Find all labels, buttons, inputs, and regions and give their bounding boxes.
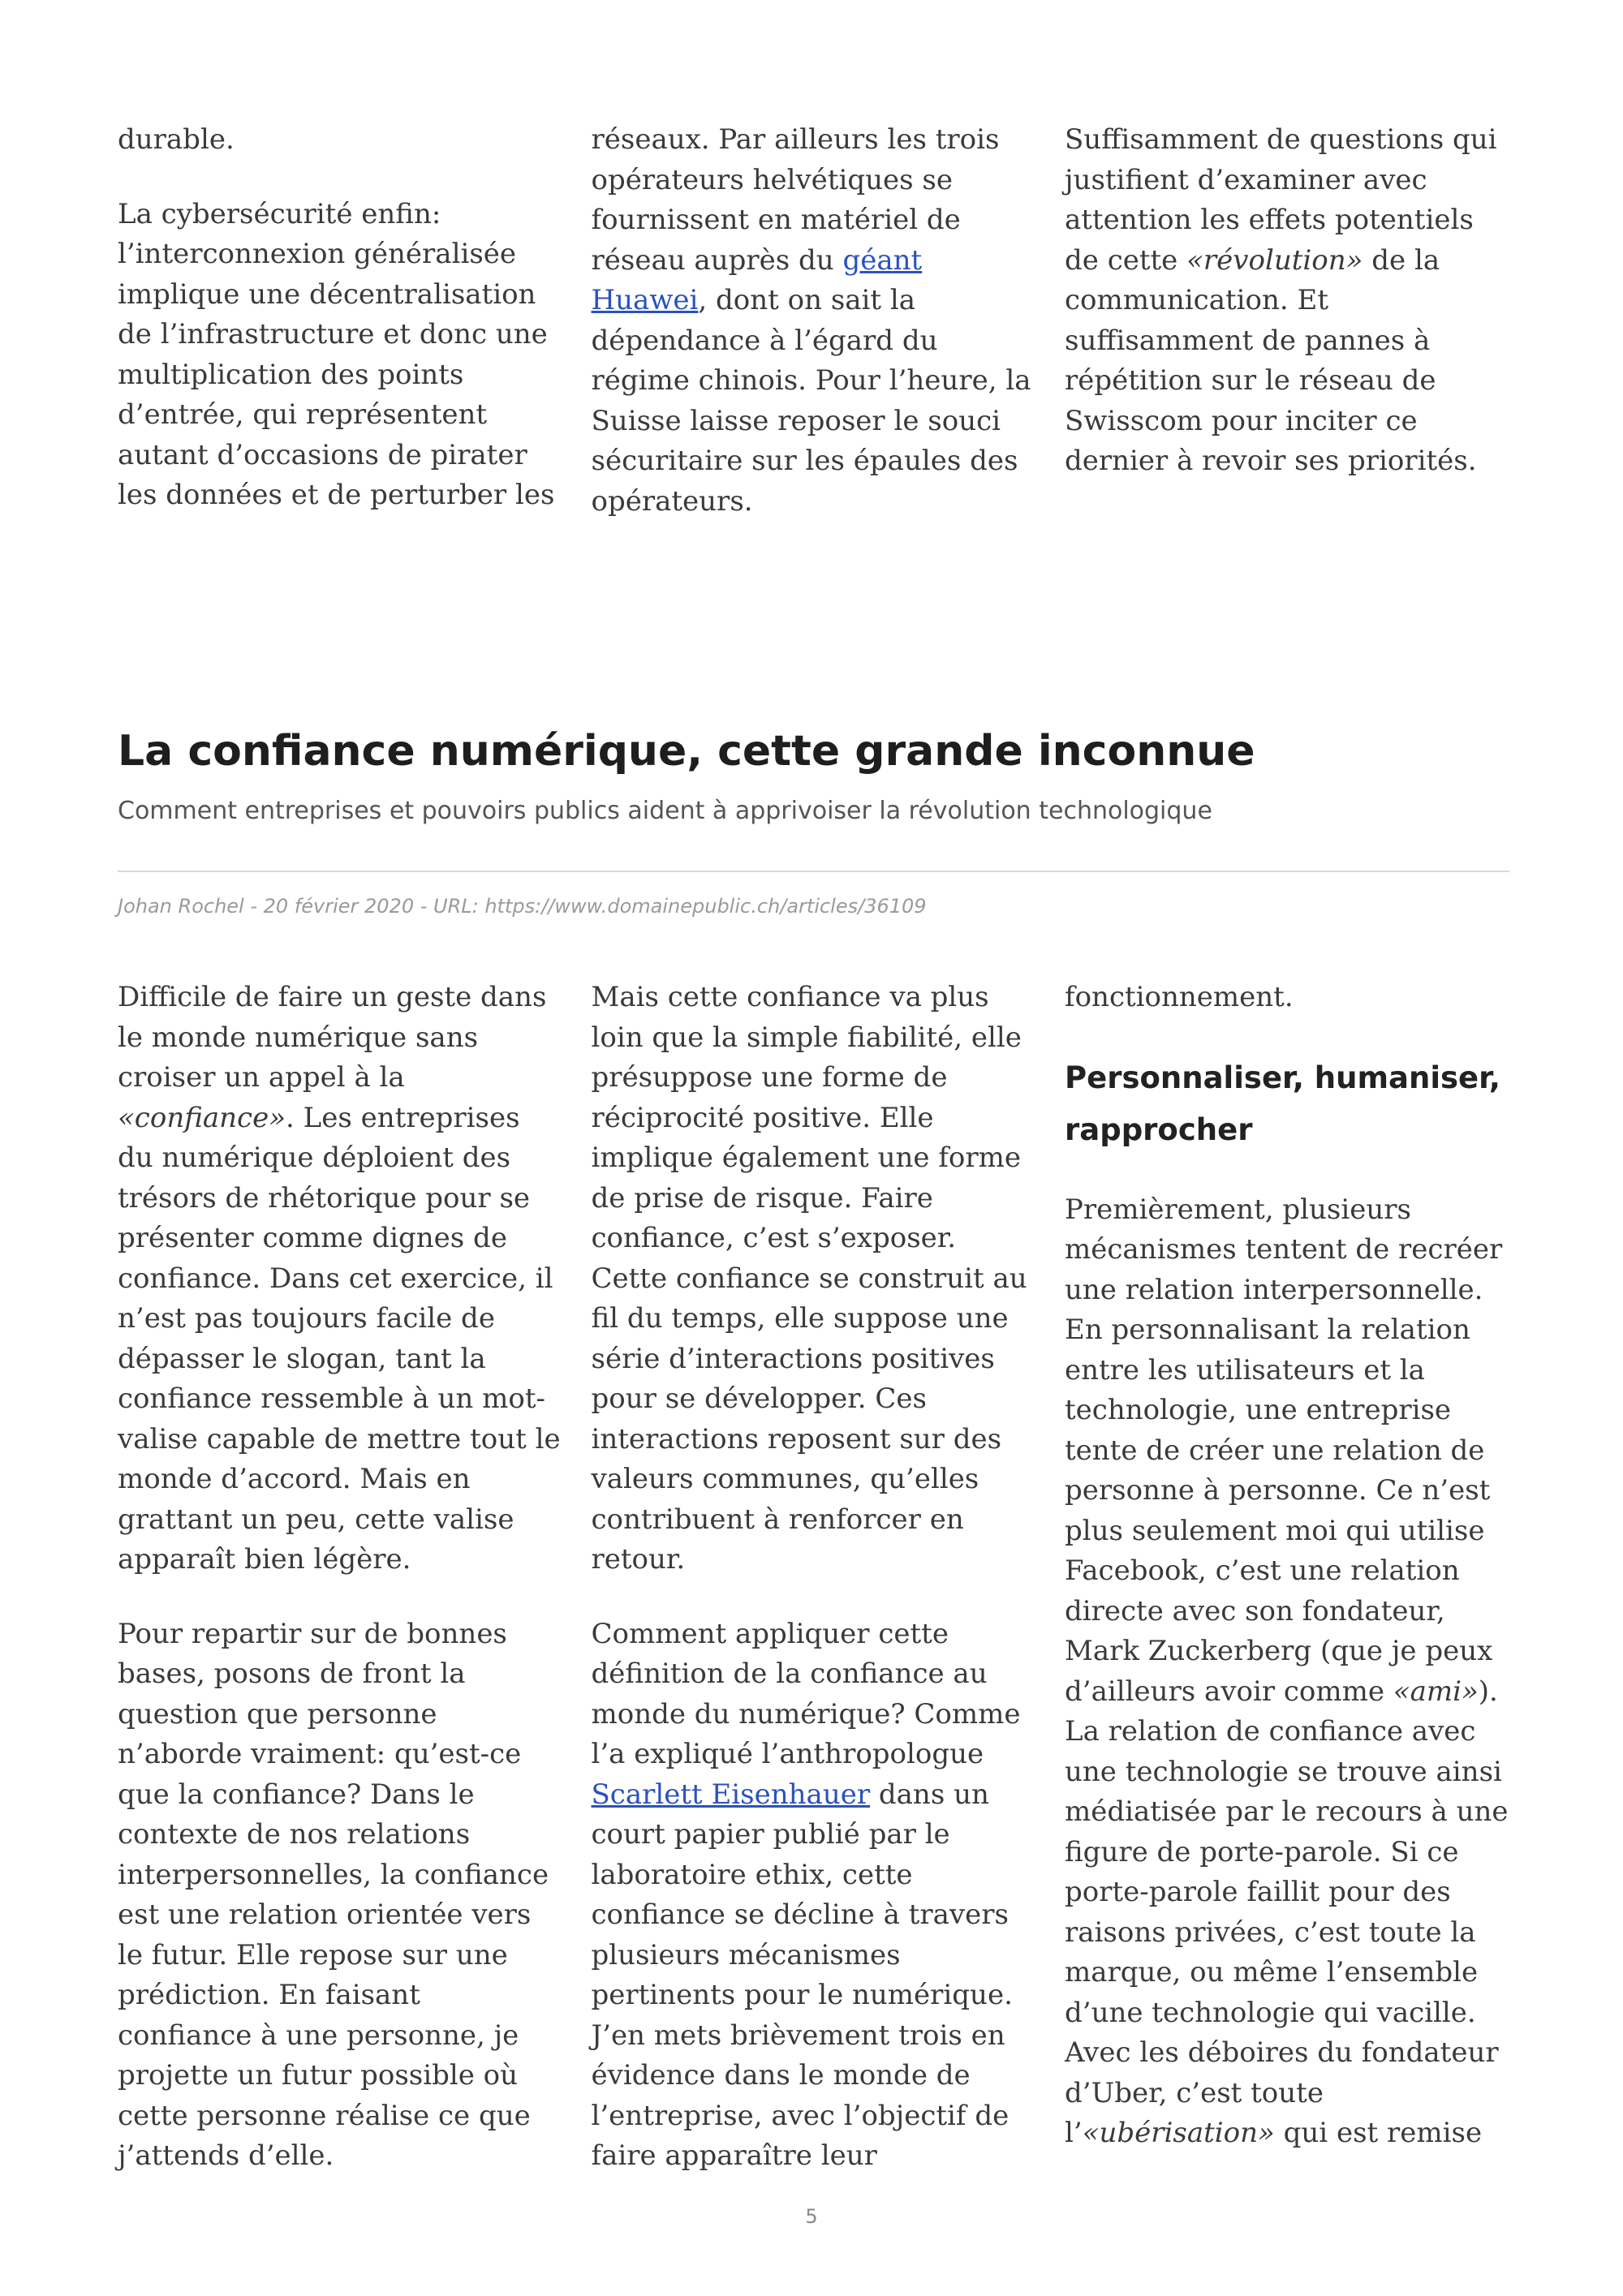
- previous-article-columns: [118, 120, 1509, 556]
- text-run: dans un court papier publié par le laboratoire ethix, cette confiance se décline à travers plusieurs mécanismes pertinents pour le numérique. J’en mets brièvement trois en évidence dans le monde de l’entreprise, avec l’objectif de faire apparaître leur: [591, 1778, 1013, 2172]
- paragraph: [592, 1615, 1036, 2177]
- paragraph: [592, 120, 1036, 522]
- text-run: qui est remise: [1274, 2117, 1483, 2149]
- column-1: [118, 978, 562, 2211]
- article-byline: Johan Rochel - 20 février 2020 - URL: https://www.domainepublic.ch/articles/36109: [118, 895, 927, 918]
- text-run: , dont on sait la dépendance à l’égard du régime chinois. Pour l’heure, la Suisse laisse reposer le souci sécuritaire sur les épaules des opérateurs.: [591, 284, 1031, 518]
- text-run: Difficile de faire un geste dans le monde numérique sans croiser un appel à la: [118, 981, 547, 1094]
- text-run: ). La relation de confiance avec une technologie se trouve ainsi médiatisée par le recours à une figure de porte-parole. Si ce porte-parole faillit pour des raisons privées, c’est toute la marque, ou même l’ensemble d’une technologie qui vacille. Avec les déboires du fondateur d’Uber, c’est toute l’: [1065, 1675, 1509, 2149]
- article-subtitle: Comment entreprises et pouvoirs publics aident à apprivoiser la révolution technologique: [118, 797, 1212, 825]
- paragraph: [1065, 1190, 1509, 2154]
- paragraph: fonctionnement.: [1065, 981, 1294, 1013]
- column-2: [592, 978, 1036, 2211]
- text-run: Comment appliquer cette définition de la confiance au monde du numérique? Comme l’a expliqué l’anthropologue: [591, 1617, 1021, 1770]
- article-columns: [118, 978, 1509, 2211]
- emphasis: «révolution»: [1186, 243, 1363, 277]
- paragraph: durable.: [118, 123, 235, 156]
- paragraph: La cybersécurité enfin: l’interconnexion généralisée implique une décentralisation de l’infrastructure et donc une multiplication des points d’entrée, qui représentent autant d’occasions de pirater les données et de perturber les: [118, 197, 555, 511]
- column-3: [1065, 120, 1509, 556]
- emphasis: «ami»: [1393, 1675, 1479, 1708]
- paragraph: Pour repartir sur de bonnes bases, posons de front la question que personne n’aborde vraiment: qu’est-ce que la confiance? Dans le contexte de nos relations interpersonnelles, la confiance est une relation orientée vers le futur. Elle repose sur une prédiction. En faisant confiance à une personne, je projette un futur possible où cette personne réalise ce que j’attends d’elle.: [118, 1617, 549, 2172]
- paragraph: [1065, 120, 1509, 482]
- emphasis: «ubérisation»: [1082, 2117, 1275, 2149]
- link-geant-huawei[interactable]: géant Huawei: [591, 243, 923, 316]
- text-run: de la communication. Et suffisamment de pannes à répétition sur le réseau de Swisscom pour inciter ce dernier à revoir ses priorités.: [1065, 243, 1477, 477]
- column-2: [592, 120, 1036, 556]
- text-run: Suffisamment de questions qui justifient d’examiner avec attention les effets potentiels de cette: [1065, 123, 1497, 277]
- page-number: 5: [805, 2205, 818, 2228]
- column-1: [118, 120, 562, 556]
- paragraph: [118, 978, 562, 1580]
- section-heading: Personnaliser, humaniser, rapprocher: [1065, 1060, 1500, 1147]
- divider: [118, 871, 1509, 872]
- column-3: [1065, 978, 1509, 2211]
- text-run: réseaux. Par ailleurs les trois opérateurs helvétiques se fournissent en matériel de réseau auprès du: [591, 123, 1000, 277]
- text-run: Premièrement, plusieurs mécanismes tentent de recréer une relation interpersonnelle. En personnalisant la relation entre les utilisateurs et la technologie, une entreprise tente de créer une relation de personne à personne. Ce n’est plus seulement moi qui utilise Facebook, c’est une relation directe avec son fondateur, Mark Zuckerberg (que je peux d’ailleurs avoir comme: [1065, 1193, 1503, 1708]
- article-title: La confiance numérique, cette grande inconnue: [118, 727, 1255, 776]
- link-scarlett-eisenhauer[interactable]: Scarlett Eisenhauer: [591, 1778, 871, 1811]
- paragraph: Mais cette confiance va plus loin que la simple fiabilité, elle présuppose une forme de réciprocité positive. Elle implique également une forme de prise de risque. Faire confiance, c’est s’exposer. Cette confiance se construit au fil du temps, elle suppose une série d’interactions positives pour se développer. Ces interactions reposent sur des valeurs communes, qu’elles contribuent à renforcer en retour.: [591, 981, 1027, 1576]
- text-run: . Les entreprises du numérique déploient des trésors de rhétorique pour se présenter comme dignes de confiance. Dans cet exercice, il n’est pas toujours facile de dépasser le slogan, tant la confiance ressemble à un mot-valise capable de mettre tout le monde d’accord. Mais en grattant un peu, cette valise apparaît bien légère.: [118, 1101, 561, 1576]
- emphasis: «confiance»: [118, 1101, 286, 1134]
